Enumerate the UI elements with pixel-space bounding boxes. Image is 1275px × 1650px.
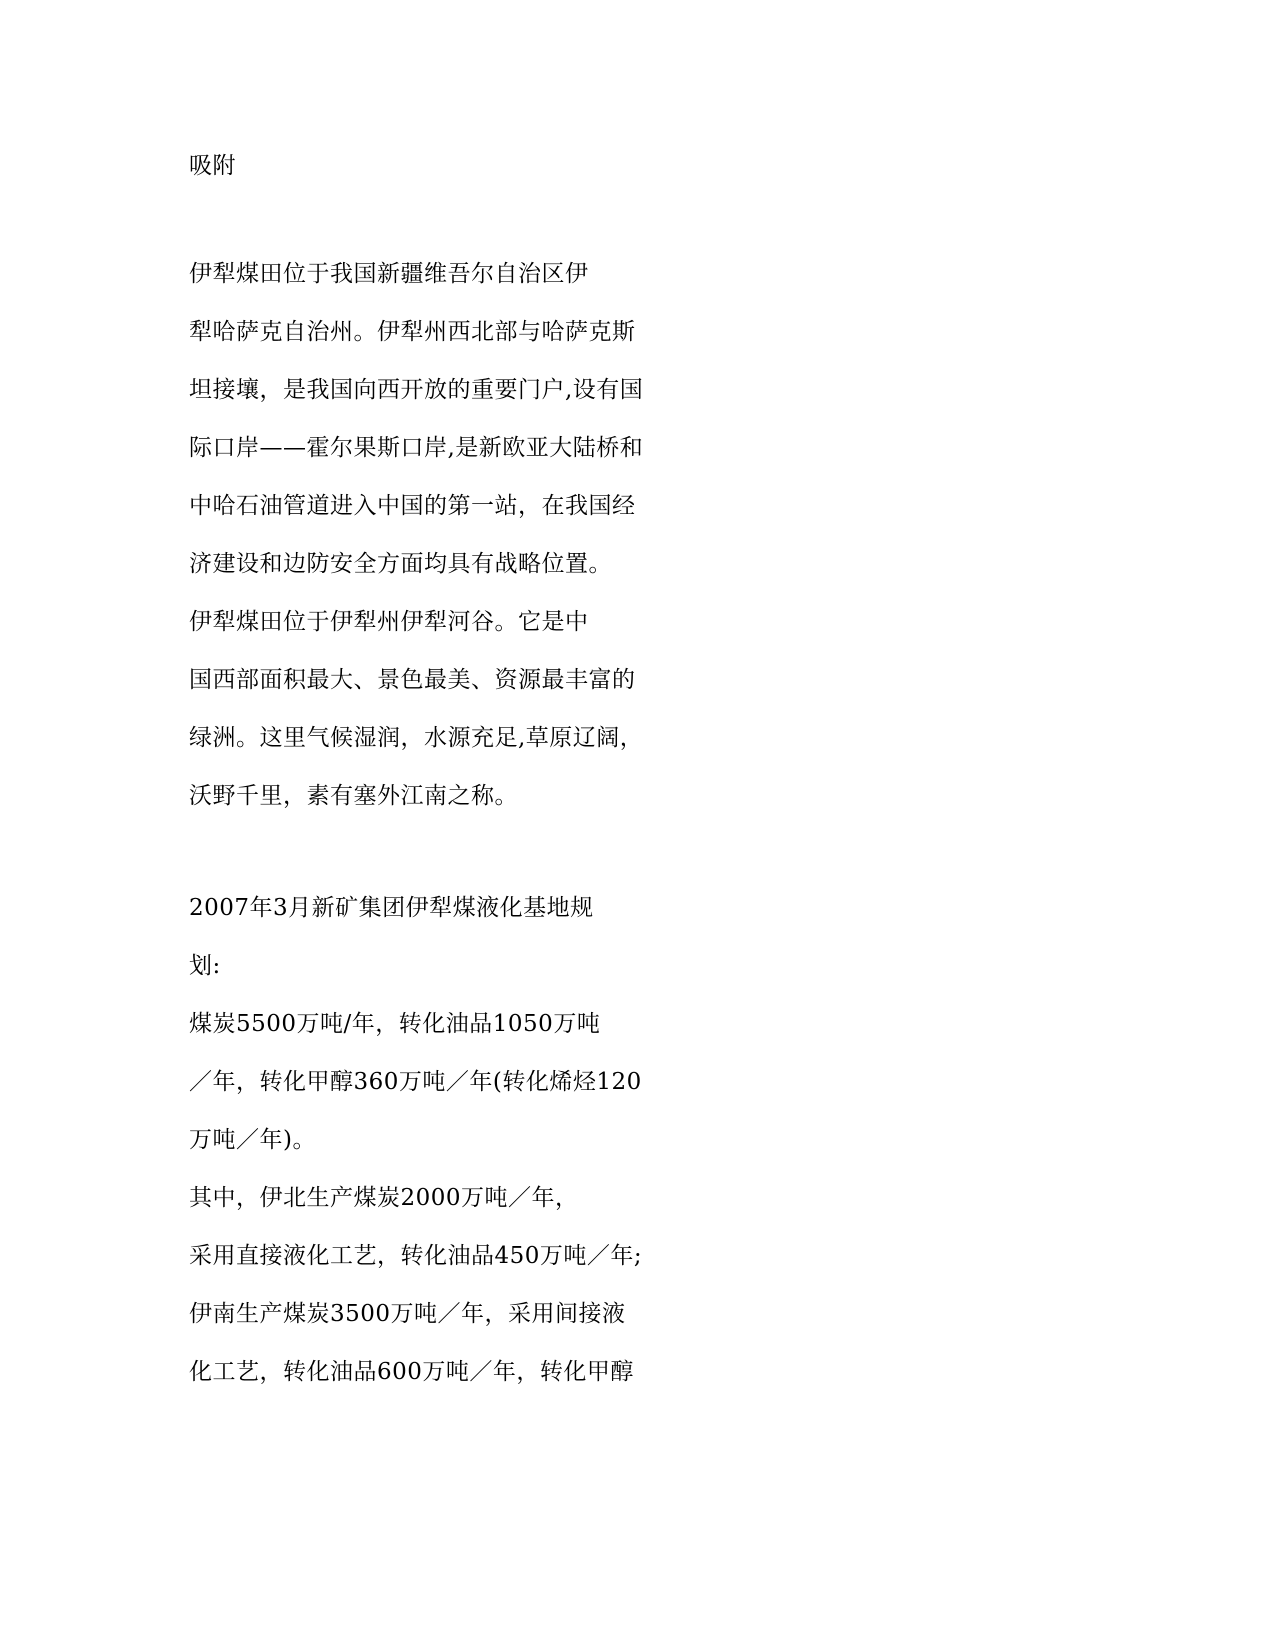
- text-line: 2007年3月新矿集团伊犁煤液化基地规: [189, 895, 594, 921]
- text-line: 伊犁煤田位于伊犁州伊犁河谷。它是中: [189, 609, 589, 635]
- text-line: 煤炭5500万吨/年，转化油品1050万吨: [189, 1011, 601, 1037]
- text-line: 中哈石油管道进入中国的第一站，在我国经: [189, 493, 636, 519]
- text-line: 化工艺，转化油品600万吨／年，转化甲醇: [189, 1359, 634, 1385]
- text-line: ／年，转化甲醇360万吨／年(转化烯烃120: [189, 1069, 642, 1095]
- text-line: 国西部面积最大、景色最美、资源最丰富的: [189, 667, 636, 693]
- text-line: 坦接壤，是我国向西开放的重要门户,设有国: [189, 377, 644, 403]
- text-line: 济建设和边防安全方面均具有战略位置。: [189, 551, 612, 577]
- text-line: 绿洲。这里气候湿润，水源充足,草原辽阔，: [189, 725, 644, 751]
- text-line: 际口岸——霍尔果斯口岸,是新欧亚大陆桥和: [189, 435, 644, 461]
- text-line: 划:: [189, 953, 221, 979]
- text-line: 伊南生产煤炭3500万吨／年，采用间接液: [189, 1301, 626, 1327]
- text-line: 其中，伊北生产煤炭2000万吨／年，: [189, 1185, 579, 1211]
- text-line: 沃野千里，素有塞外江南之称。: [189, 783, 518, 809]
- text-line: 采用直接液化工艺，转化油品450万吨／年;: [189, 1243, 643, 1269]
- text-line: 伊犁煤田位于我国新疆维吾尔自治区伊: [189, 261, 589, 287]
- document-heading: 吸附: [189, 153, 236, 179]
- text-line: 犁哈萨克自治州。伊犁州西北部与哈萨克斯: [189, 319, 636, 345]
- text-line: 万吨／年)。: [189, 1127, 316, 1153]
